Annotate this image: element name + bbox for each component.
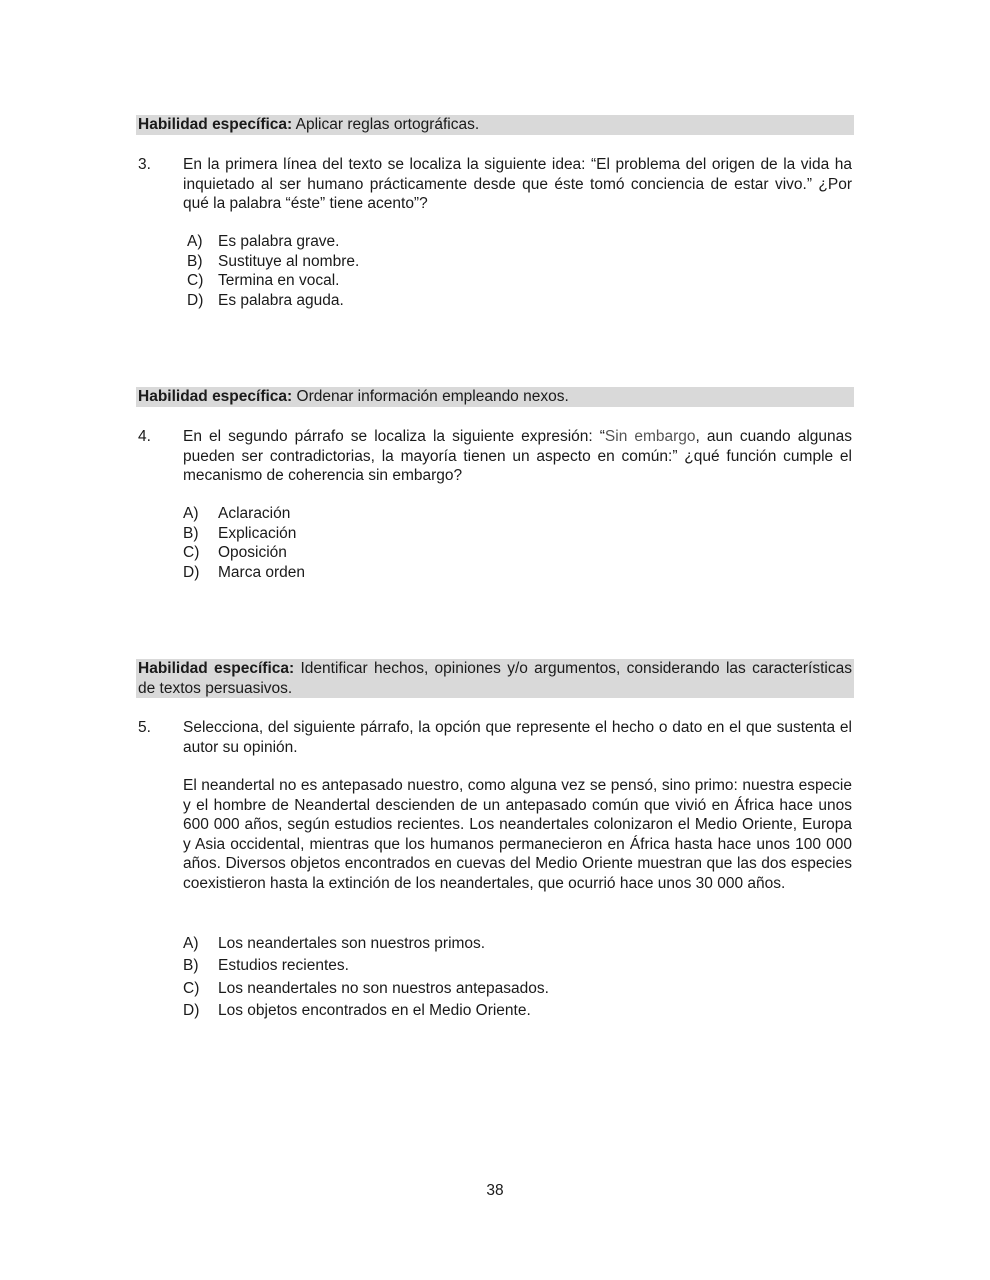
skill-label: Habilidad específica: (138, 660, 295, 677)
question-number: 3. (138, 156, 151, 173)
skill-banner-3 (136, 115, 854, 135)
option-text: Oposición (218, 544, 287, 561)
option-b[interactable] (183, 955, 549, 977)
option-a[interactable] (187, 232, 359, 252)
options-4 (183, 504, 305, 582)
question-stem: Selecciona, del siguiente párrafo, la opción que represente el hecho o dato en el que sustenta el autor su opinión. (183, 719, 852, 756)
question-number: 5. (138, 719, 151, 736)
option-text: Los objetos encontrados en el Medio Oriente. (218, 1001, 531, 1019)
option-letter: B) (187, 252, 203, 270)
option-letter: A) (187, 233, 203, 250)
question-stem (183, 427, 852, 486)
option-letter: D) (183, 563, 200, 581)
option-b[interactable] (187, 252, 359, 272)
stem-highlight: Sin embargo (604, 428, 696, 445)
option-c[interactable] (183, 978, 549, 1000)
question-5 (138, 718, 852, 757)
skill-label: Habilidad específica: (138, 388, 293, 405)
question-3 (138, 155, 852, 214)
option-text: Termina en vocal. (218, 272, 340, 289)
page-number: 38 (486, 1182, 504, 1199)
question-number: 4. (138, 428, 151, 445)
skill-text: Aplicar reglas ortográficas. (295, 116, 480, 133)
option-c[interactable] (187, 271, 359, 291)
option-text: Es palabra grave. (218, 233, 340, 250)
option-letter: B) (183, 524, 199, 542)
option-text: Sustituye al nombre. (218, 252, 360, 270)
option-text: Es palabra aguda. (218, 291, 344, 309)
option-a[interactable] (183, 933, 549, 955)
reading-passage: El neandertal no es antepasado nuestro, como alguna vez se pensó, sino primo: nuestra especie y el hombre de Neandertal descienden de un antepasado común que vivió en África hace unos 600 000 años, según estudios recientes. Los neandertales colonizaron el Medio Oriente, Europa y Asia occidental, mientras que los humanos permanecieron en África hasta hace unos 100 000 años. Diversos objetos encontrados en cuevas del Medio Oriente muestran que las dos especies coexistieron hasta la extinción de los neandertales, que ocurrió hace unos 30 000 años. (183, 777, 852, 892)
option-text: Los neandertales no son nuestros antepasados. (218, 979, 549, 997)
option-letter: D) (187, 291, 204, 309)
question-4 (138, 427, 852, 486)
option-d[interactable] (183, 563, 305, 583)
option-text: Explicación (218, 524, 297, 542)
option-text: Los neandertales son nuestros primos. (218, 935, 486, 952)
option-text: Marca orden (218, 563, 306, 581)
option-letter: A) (183, 935, 199, 952)
option-a[interactable] (183, 504, 305, 524)
skill-banner-4 (136, 387, 854, 407)
stem-text: En el segundo párrafo se localiza la siguiente expresión: “ (183, 428, 605, 445)
option-d[interactable] (183, 1000, 549, 1022)
options-3 (187, 232, 359, 310)
option-text: Estudios recientes. (218, 957, 349, 975)
option-d[interactable] (187, 291, 359, 311)
option-text: Aclaración (218, 505, 291, 522)
options-5 (183, 933, 549, 1022)
option-b[interactable] (183, 524, 305, 544)
option-letter: C) (183, 544, 200, 561)
stem-text: , aun cuando algunas pueden ser contradictorias, la mayoría tienen un aspecto en común:” ¿qué función cumple el mecanismo de coherencia sin embargo? (183, 428, 853, 484)
option-letter: A) (183, 505, 199, 522)
skill-label: Habilidad específica: (138, 116, 293, 133)
option-letter: D) (183, 1001, 200, 1019)
skill-text: Ordenar información empleando nexos. (296, 388, 569, 405)
option-letter: B) (183, 957, 199, 975)
skill-banner-5 (136, 659, 854, 698)
skill-text: Identificar hechos, opiniones y/o argumentos, considerando las características de textos persuasivos. (138, 660, 852, 697)
option-c[interactable] (183, 543, 305, 563)
option-letter: C) (183, 979, 200, 997)
option-letter: C) (187, 272, 204, 289)
question-stem: En la primera línea del texto se localiza la siguiente idea: “El problema del origen de la vida ha inquietado al ser humano prácticamente desde que éste tomó conciencia de estar vivo.” ¿Por qué la palabra “éste” tiene acento”? (183, 156, 852, 212)
